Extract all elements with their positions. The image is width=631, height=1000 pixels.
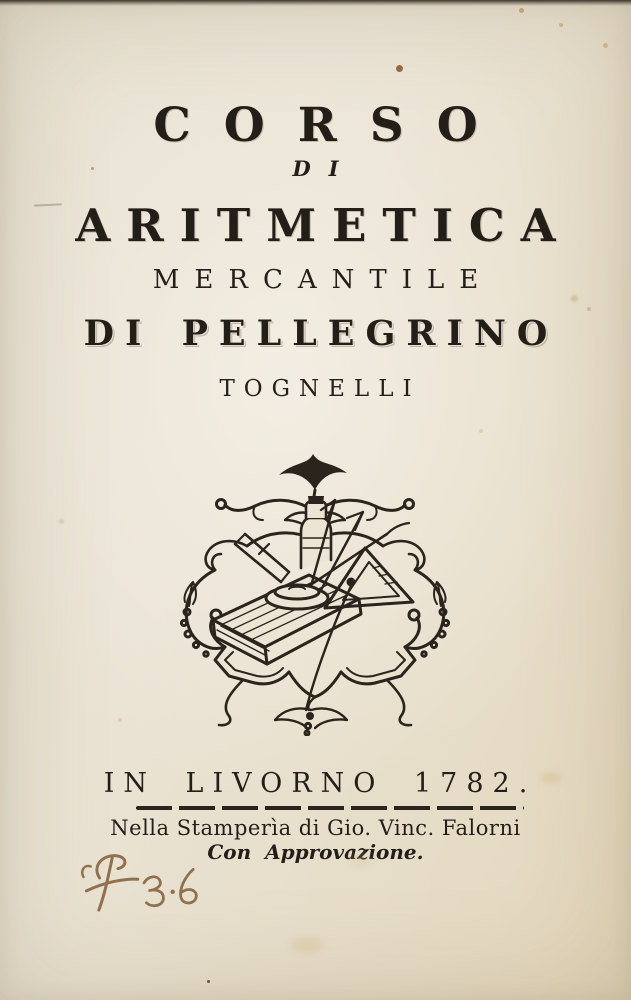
foxing-spot xyxy=(519,8,524,13)
imprint-place-year: IN LIVORNO 1782. xyxy=(103,768,537,799)
foxing-spot xyxy=(571,295,578,302)
foxing-spot xyxy=(479,429,483,433)
author-line-di-pellegrino: DI PELLEGRINO xyxy=(83,313,559,354)
foxing-spot xyxy=(91,167,94,170)
foxing-spot xyxy=(118,718,122,722)
paper-stain xyxy=(290,938,324,953)
title-line-aritmetica: ARITMETICA xyxy=(75,199,572,252)
imprint-printer: Nella Stamperìa di Gio. Vinc. Falorni xyxy=(110,816,521,840)
foxing-spot xyxy=(396,65,403,72)
paper-stain xyxy=(350,855,372,867)
title-line-corso: CORSO xyxy=(153,98,511,153)
ink-speck xyxy=(207,980,210,983)
imprint-approval: Con Approvazione. xyxy=(207,840,424,864)
page-top-edge-shadow xyxy=(0,0,631,6)
dashed-rule-divider xyxy=(136,806,524,810)
handwritten-price-mark xyxy=(74,841,239,924)
title-line-mercantile: MERCANTILE xyxy=(152,265,494,295)
author-line-tognelli: TOGNELLI xyxy=(219,376,421,402)
title-line-di: DI xyxy=(292,156,357,181)
foxing-spot xyxy=(603,43,608,48)
foxing-spot xyxy=(59,519,64,524)
foxing-spot xyxy=(559,23,563,27)
woodcut-trophy-vignette-icon xyxy=(159,448,471,736)
paper-stain xyxy=(540,772,562,783)
foxing-spot xyxy=(587,307,591,311)
